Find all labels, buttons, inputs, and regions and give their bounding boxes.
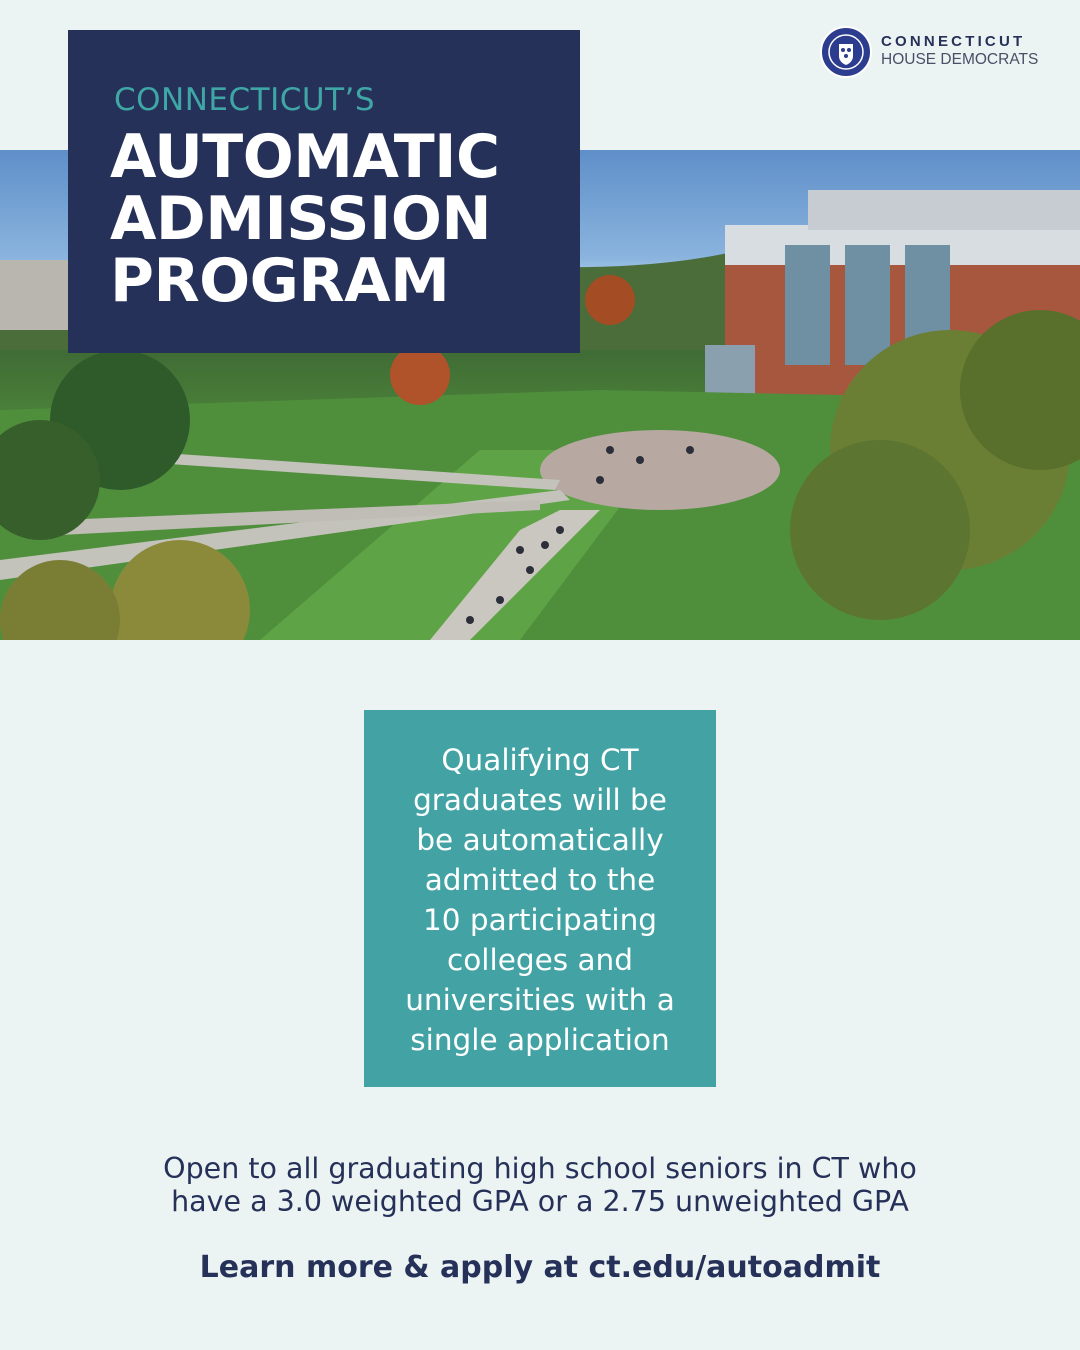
info-line: admitted to the (424, 863, 656, 897)
cta-link-text: Learn more & apply at ct.edu/autoadmit (199, 1250, 881, 1285)
info-line: 10 participating (422, 903, 657, 937)
eligibility-line: Open to all graduating high school seniors in CT who (163, 1152, 917, 1185)
info-line: universities with a (405, 983, 675, 1017)
logo-line1: CONNECTICUT (881, 33, 1026, 50)
eyebrow-text: CONNECTICUT’S (114, 82, 376, 118)
tree (390, 345, 450, 405)
title-line: AUTOMATIC (110, 122, 500, 192)
info-line: colleges and (447, 943, 633, 977)
logo-line2: HOUSE DEMOCRATS (881, 51, 1039, 68)
info-line: single application (410, 1023, 670, 1057)
title-card (68, 30, 580, 353)
info-line: Qualifying CT (441, 743, 639, 777)
title-line: PROGRAM (110, 246, 450, 316)
tree (585, 275, 635, 325)
eligibility-text (0, 1152, 1080, 1218)
plaza (540, 430, 780, 510)
info-box (364, 710, 716, 1087)
eligibility-line: have a 3.0 weighted GPA or a 2.75 unweighted GPA (171, 1185, 909, 1218)
info-line: graduates will be (413, 783, 667, 817)
info-line: be automatically (416, 823, 664, 857)
title-line: ADMISSION (110, 184, 492, 254)
state-seal-icon (820, 26, 872, 78)
house-democrats-logo (820, 26, 1070, 80)
program-title (110, 122, 570, 316)
tree (790, 440, 970, 620)
